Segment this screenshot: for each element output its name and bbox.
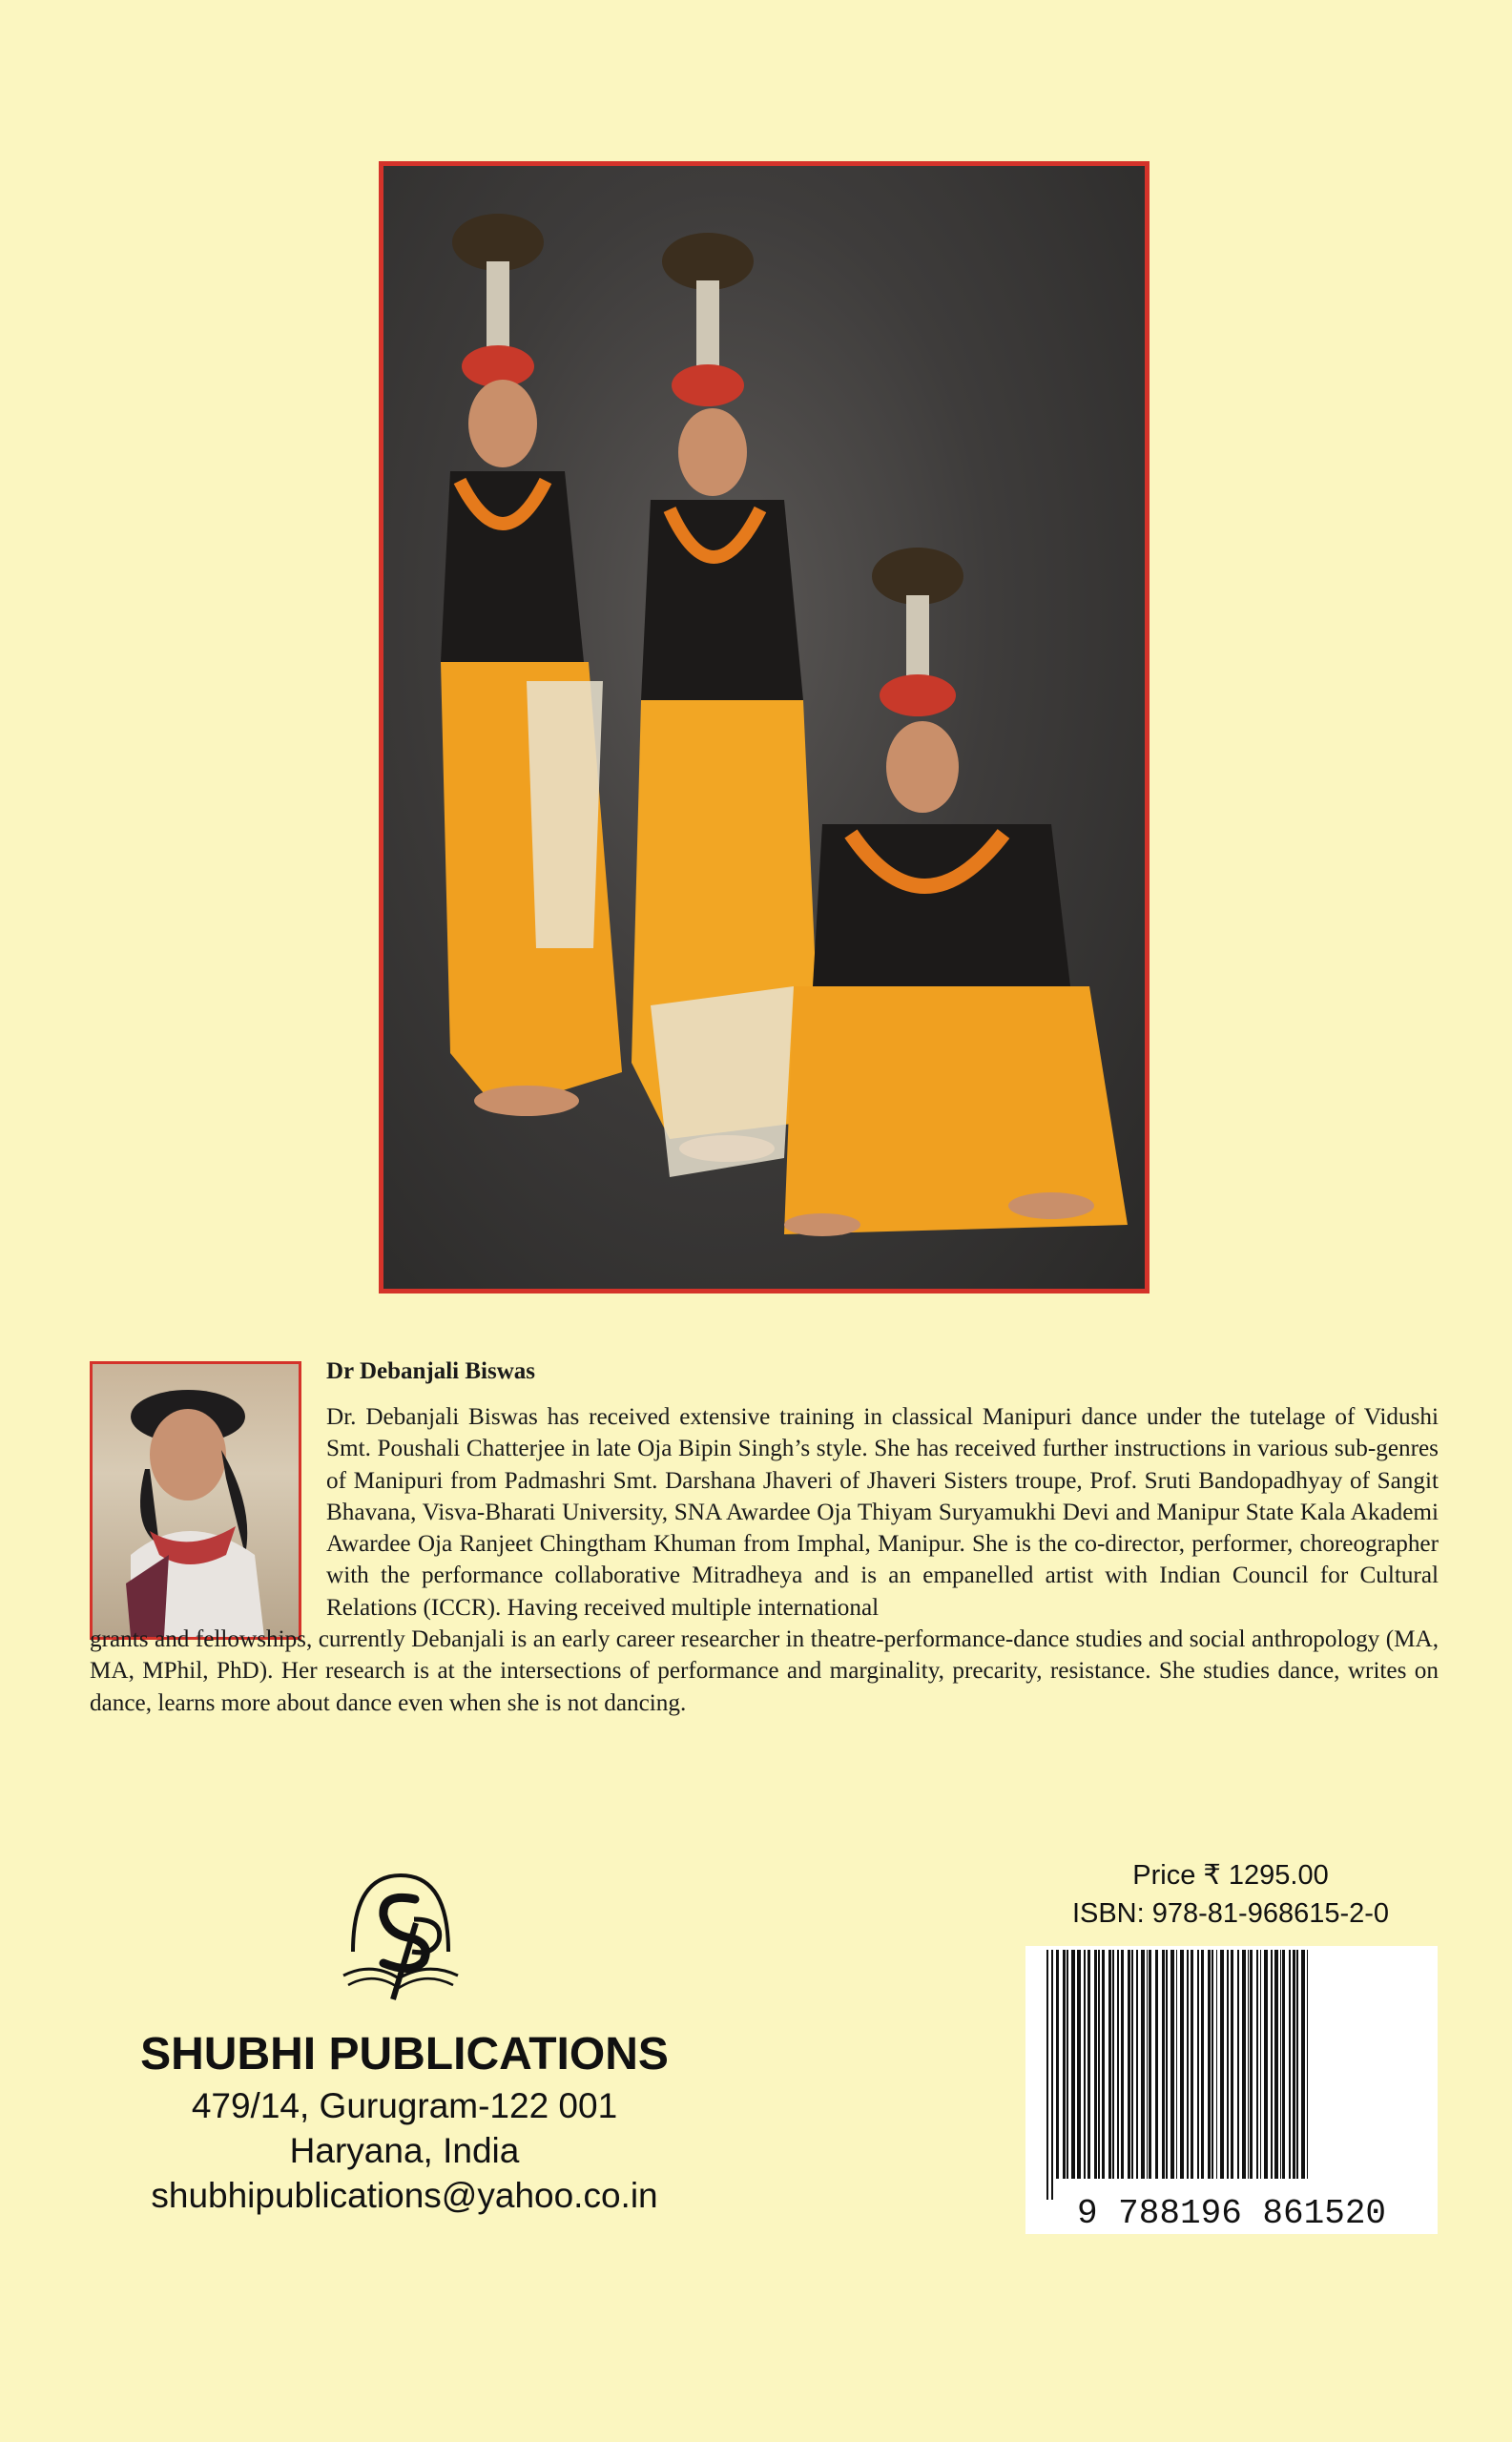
barcode-bar [1147,1950,1148,2179]
barcode-bar [1201,1950,1204,2179]
barcode [1025,1946,1438,2234]
barcode-bar [1121,1950,1124,2179]
barcode-bar [1155,1950,1158,2179]
author-bio-continued: grants and fellowships, currently Debanjali is an early career researcher in theatre-performance-dance studies and social anthropology (MA, MA, MPhil, PhD). Her research is at the intersections of performance and marginality, precarity, resistance. She studies dance, writes on dance, learns more about dance even when she is not dancing. [90,1626,1439,1716]
barcode-bar [1220,1950,1224,2179]
cover-photo [379,161,1150,1293]
barcode-bar [1084,1950,1086,2179]
barcode-bar [1098,1950,1100,2179]
barcode-bar [1136,1950,1138,2179]
barcode-bar [1212,1950,1213,2179]
publisher-email: shubhipublications@yahoo.co.in [151,2176,658,2215]
barcode-bar [1264,1950,1268,2179]
barcode-bar [1231,1950,1233,2179]
barcode-bar [1077,1950,1081,2179]
barcode-bar [1256,1950,1258,2179]
publisher-block [90,2026,719,2218]
publisher-address-line2: Haryana, India [289,2131,520,2170]
barcode-bar [1191,1950,1193,2179]
dancers-photo-icon [383,166,1145,1289]
author-photo [90,1361,301,1640]
barcode-bar [1280,1950,1281,2179]
barcode-bar [1208,1950,1211,2179]
barcode-bar [1056,1950,1059,2179]
barcode-bar [1051,1950,1053,2200]
barcode-bar [1166,1950,1168,2179]
barcode-bar [1162,1950,1165,2179]
barcode-bar [1149,1950,1151,2179]
barcode-bar [1227,1950,1229,2179]
barcode-bar [1180,1950,1184,2179]
price-label: Price ₹ 1295.00 [1132,1860,1329,1891]
barcode-bar [1274,1950,1278,2179]
barcode-bar [1170,1950,1174,2179]
barcode-icon [1025,1946,1438,2234]
barcode-bar [1187,1950,1189,2179]
barcode-bar [1197,1950,1199,2179]
barcode-bar [1307,1950,1308,2179]
author-name: Dr Debanjali Biswas [326,1358,536,1384]
barcode-bar [1237,1950,1239,2179]
sp-logo-icon [324,1856,477,2009]
barcode-bar [1102,1950,1105,2179]
publisher-address-line1: 479/14, Gurugram-122 001 [191,2086,618,2125]
author-bio: Dr. Debanjali Biswas has received extensive training in classical Manipuri dance under the tutelage of Vidushi Smt. Poushali Chatterjee in late Oja Bipin Singh’s style. She has received further instructions in various sub-genres of Manipuri from Padmashri Smt. Darshana Jhaveri of Jhaveri Sisters troupe, Prof. Sruti Bandopadhyay of Sangit Bhavana, Visva-Bharati University, SNA Awardee Oja Thiyam Suryamukhi Devi and Manipur State Kala Akademi Awardee Oja Ranjeet Chingtham Khuman from Imphal, Manipur. She is the co-director, performer, choreographer with the performance collaborative Mitradheya and is an empanelled artist with Indian Council for Cultural Relations (ICCR). Having received multiple international [326,1404,1439,1621]
barcode-bar [1301,1950,1305,2179]
barcode-bar [1117,1950,1119,2179]
barcode-bar [1296,1950,1298,2179]
barcode-bar [1094,1950,1097,2179]
barcode-bar [1067,1950,1068,2179]
author-portrait-icon [93,1364,299,1637]
barcode-bar [1250,1950,1253,2179]
price-block [1021,1856,1440,1933]
barcode-digits: 9 788196 861520 [1076,2194,1387,2233]
barcode-bar [1248,1950,1249,2179]
barcode-bar [1128,1950,1130,2179]
barcode-bar [1271,1950,1273,2179]
barcode-bar [1063,1950,1066,2179]
barcode-bar [1141,1950,1145,2179]
publisher-name: SHUBHI PUBLICATIONS [140,2029,669,2080]
barcode-bar [1176,1950,1177,2179]
barcode-bar [1112,1950,1114,2179]
barcode-bar [1131,1950,1133,2179]
barcode-bar [1071,1950,1075,2179]
barcode-bar [1282,1950,1285,2179]
barcode-bar [1087,1950,1090,2179]
barcode-bar [1289,1950,1291,2179]
barcode-bar [1260,1950,1261,2179]
barcode-bar [1216,1950,1217,2179]
isbn-label: ISBN: 978-81-968615-2-0 [1071,1898,1390,1929]
barcode-bar [1046,1950,1048,2200]
barcode-bar [1242,1950,1246,2179]
barcode-bar [1293,1950,1295,2179]
barcode-bar [1108,1950,1111,2179]
